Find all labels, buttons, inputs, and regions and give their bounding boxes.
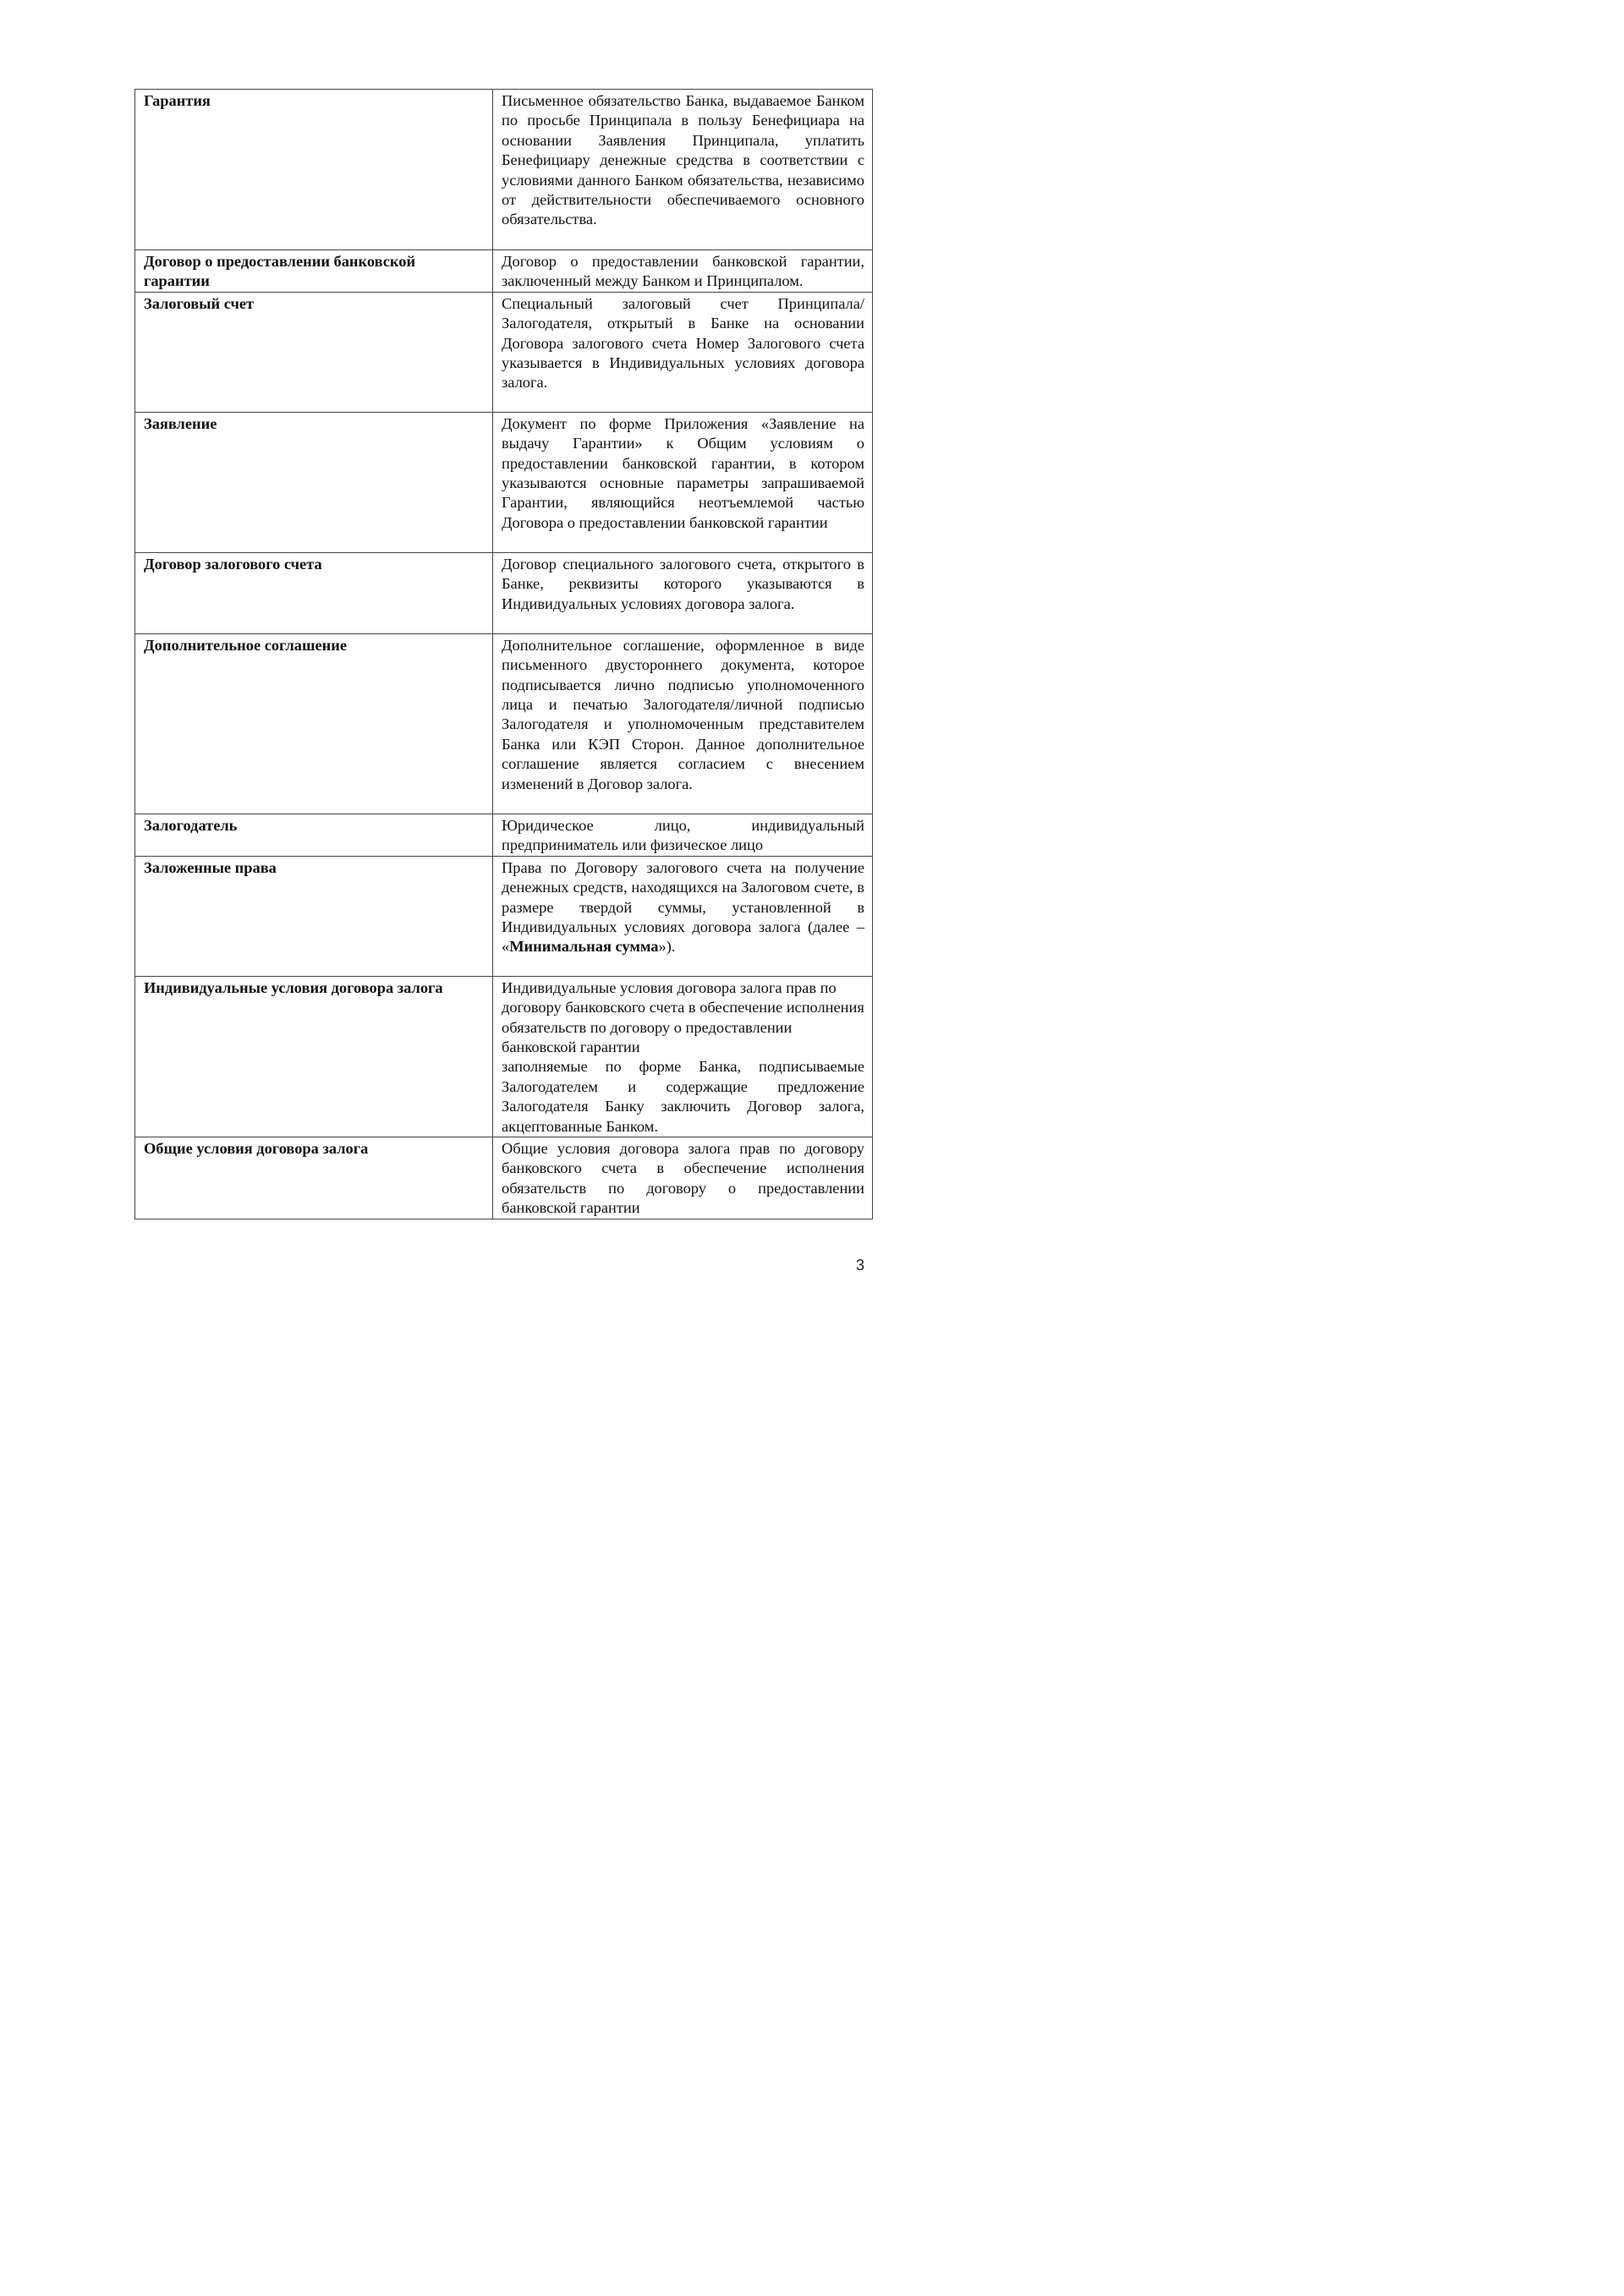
table-row: [135, 90, 873, 250]
definition-cell: Договор о предоставлении банковской гарантии, заключенный между Банком и Принципалом.: [493, 250, 873, 293]
definition-paragraph: заполняемые по форме Банка, подписываемые Залогодателем и содержащие предложение Залогодателя Банку заключить Договор залога, акцептованные Банком.: [502, 1058, 864, 1135]
table-row: [135, 633, 873, 814]
definition-bold-term: Минимальная сумма: [509, 938, 659, 956]
table-row: [135, 412, 873, 552]
term-cell: Договор о предоставлении банковской гарантии: [135, 250, 493, 293]
term-cell: Гарантия: [135, 90, 493, 250]
definition-cell: Договор специального залогового счета, открытого в Банке, реквизиты которого указываются в Индивидуальных условиях договора залога.: [493, 552, 873, 633]
table-row: [135, 814, 873, 856]
definition-cell: [493, 856, 873, 976]
definitions-table: [134, 89, 873, 1219]
table-row: [135, 856, 873, 976]
definition-cell: Юридическое лицо, индивидуальный предприниматель или физическое лицо: [493, 814, 873, 856]
term-cell: Залоговый счет: [135, 292, 493, 412]
table-row: [135, 292, 873, 412]
term-cell: Договор залогового счета: [135, 552, 493, 633]
table-row: [135, 976, 873, 1137]
term-cell: Общие условия договора залога: [135, 1137, 493, 1219]
table-row: [135, 1137, 873, 1219]
definition-text: Права по Договору залогового счета на получение денежных средств, находящихся на Залоговом счете, в размере твердой суммы, установленной в Индивидуальных условиях договора залога (далее – «: [502, 858, 864, 956]
table-row: [135, 250, 873, 293]
term-cell: Дополнительное соглашение: [135, 633, 493, 814]
page-number: 3: [856, 1257, 865, 1274]
definition-cell: Письменное обязательство Банка, выдаваемое Банком по просьбе Принципала в пользу Бенефициара на основании Заявления Принципала, уплатить Бенефициару денежные средства в соответствии с условиями данного Банком обязательства, независимо от действительности обеспечиваемого основного обязательства.: [493, 90, 873, 250]
table-row: [135, 552, 873, 633]
definition-cell: Специальный залоговый счет Принципала/Залогодателя, открытый в Банке на основании Договора залогового счета Номер Залогового счета указывается в Индивидуальных условиях договора залога.: [493, 292, 873, 412]
definition-paragraph: Индивидуальные условия договора залога прав по договору банковского счета в обеспечение исполнения обязательств по договору о предоставлении банковской гарантии: [502, 978, 864, 1056]
definition-cell: [493, 976, 873, 1137]
term-cell: Залогодатель: [135, 814, 493, 856]
definition-text: »).: [658, 938, 676, 956]
definition-cell: Общие условия договора залога прав по договору банковского счета в обеспечение исполнения обязательств по договору о предоставлении банковской гарантии: [493, 1137, 873, 1219]
definition-cell: Дополнительное соглашение, оформленное в виде письменного двустороннего документа, которое подписывается лично подписью уполномоченного лица и печатью Залогодателя/личной подписью Залогодателя и уполномоченным представителем Банка или КЭП Сторон. Данное дополнительное соглашение является согласием с внесением изменений в Договор залога.: [493, 633, 873, 814]
term-cell: Заявление: [135, 412, 493, 552]
definition-cell: Документ по форме Приложения «Заявление на выдачу Гарантии» к Общим условиям о предоставлении банковской гарантии, в котором указываются основные параметры запрашиваемой Гарантии, являющийся неотъемлемой частью Договора о предоставлении банковской гарантии: [493, 412, 873, 552]
term-cell: Индивидуальные условия договора залога: [135, 976, 493, 1137]
term-cell: Заложенные права: [135, 856, 493, 976]
